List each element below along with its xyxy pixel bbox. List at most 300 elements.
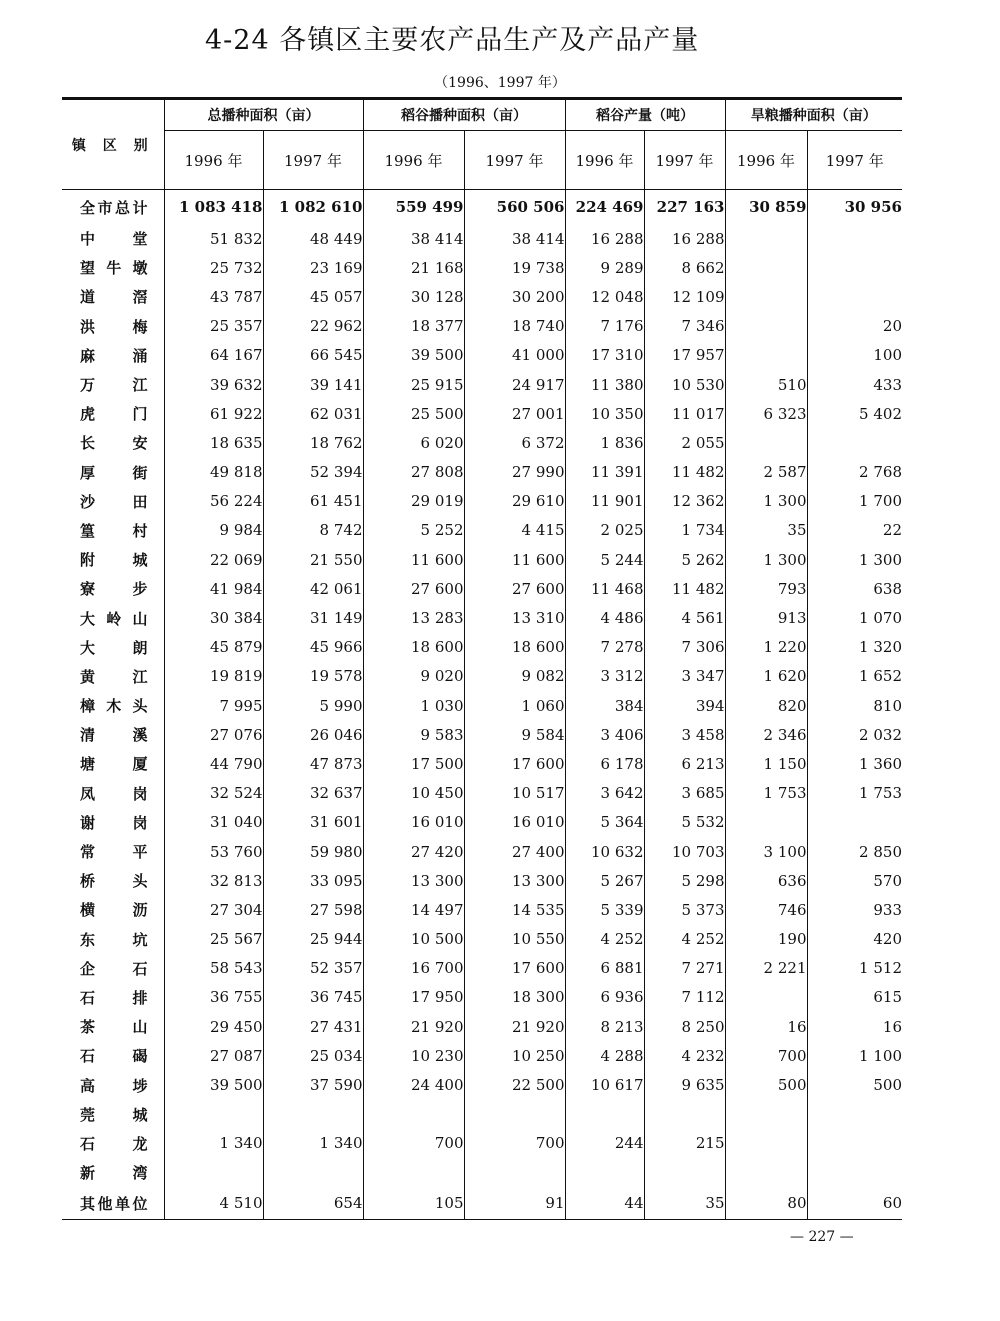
value-cell: 43 787 [164, 282, 263, 311]
value-cell: 9 635 [644, 1070, 725, 1099]
value-cell: 2 221 [725, 954, 807, 983]
table-body [62, 190, 902, 1220]
town-name-cell: 万江 [62, 370, 164, 399]
value-cell: 38 414 [464, 224, 565, 253]
table-row [62, 1129, 902, 1158]
town-name-cell: 石龙 [62, 1129, 164, 1158]
value-cell: 9 082 [464, 662, 565, 691]
value-cell [363, 1158, 464, 1187]
table-row [62, 603, 902, 632]
value-cell: 38 414 [363, 224, 464, 253]
value-cell: 510 [725, 370, 807, 399]
value-cell: 35 [644, 1187, 725, 1220]
value-cell: 1 734 [644, 516, 725, 545]
value-cell: 66 545 [263, 341, 363, 370]
table-row [62, 925, 902, 954]
value-cell: 636 [725, 866, 807, 895]
table-row-total [62, 190, 902, 225]
value-cell: 224 469 [565, 190, 644, 225]
table-row [62, 633, 902, 662]
value-cell: 47 873 [263, 749, 363, 778]
value-cell: 6 372 [464, 428, 565, 457]
town-name-cell: 新湾 [62, 1158, 164, 1187]
value-cell: 394 [644, 691, 725, 720]
value-cell: 53 760 [164, 837, 263, 866]
value-cell: 21 550 [263, 545, 363, 574]
town-name-cell: 凤岗 [62, 779, 164, 808]
value-cell: 21 920 [464, 1012, 565, 1041]
value-cell: 29 610 [464, 487, 565, 516]
town-name-cell: 东坑 [62, 925, 164, 954]
value-cell: 1 300 [725, 487, 807, 516]
year-header: 1997 年 [825, 151, 884, 170]
value-cell: 18 635 [164, 428, 263, 457]
value-cell: 25 357 [164, 312, 263, 341]
value-cell: 16 010 [464, 808, 565, 837]
value-cell: 420 [873, 930, 902, 949]
table-row [62, 662, 902, 691]
value-cell: 105 [363, 1187, 464, 1220]
value-cell: 23 169 [263, 253, 363, 282]
town-name-cell: 厚街 [62, 458, 164, 487]
value-cell [464, 1158, 565, 1187]
value-cell: 190 [725, 925, 807, 954]
value-cell [807, 282, 902, 311]
value-cell [263, 1100, 363, 1129]
value-cell: 1 082 610 [263, 190, 363, 225]
value-cell [565, 1100, 644, 1129]
value-cell: 18 600 [464, 633, 565, 662]
value-cell: 810 [873, 696, 902, 715]
value-cell: 10 617 [565, 1070, 644, 1099]
town-name-cell: 沙田 [62, 487, 164, 516]
value-cell: 6 020 [363, 428, 464, 457]
value-cell: 22 [882, 521, 902, 540]
value-cell: 18 740 [464, 312, 565, 341]
year-header: 1997 年 [644, 131, 725, 190]
value-cell [725, 808, 807, 837]
value-cell [263, 1158, 363, 1187]
value-cell: 8 250 [644, 1012, 725, 1041]
value-cell: 3 406 [565, 720, 644, 749]
table-row [62, 837, 902, 866]
value-cell: 10 703 [644, 837, 725, 866]
value-cell: 1 512 [859, 959, 902, 978]
town-name-cell: 中堂 [62, 224, 164, 253]
value-cell: 39 141 [263, 370, 363, 399]
value-cell: 6 936 [565, 983, 644, 1012]
value-cell: 5 339 [565, 895, 644, 924]
value-cell: 500 [725, 1070, 807, 1099]
value-cell: 56 224 [164, 487, 263, 516]
value-cell: 700 [464, 1129, 565, 1158]
value-cell: 1 150 [725, 749, 807, 778]
value-cell: 1 070 [859, 609, 902, 628]
value-cell: 45 879 [164, 633, 263, 662]
value-cell: 16 [882, 1017, 902, 1036]
value-cell: 11 600 [464, 545, 565, 574]
town-name-cell: 全市总计 [62, 190, 164, 225]
value-cell: 3 458 [644, 720, 725, 749]
value-cell: 30 956 [844, 198, 902, 216]
value-cell: 48 449 [263, 224, 363, 253]
value-cell: 570 [873, 871, 902, 890]
value-cell: 3 100 [725, 837, 807, 866]
value-cell: 6 881 [565, 954, 644, 983]
value-cell: 35 [725, 516, 807, 545]
table-row [62, 487, 902, 516]
value-cell: 27 076 [164, 720, 263, 749]
value-cell: 11 017 [644, 399, 725, 428]
value-cell: 31 149 [263, 603, 363, 632]
value-cell [807, 253, 902, 282]
table-row [62, 1187, 902, 1220]
value-cell: 227 163 [644, 190, 725, 225]
table-row [62, 691, 902, 720]
value-cell: 16 700 [363, 954, 464, 983]
value-cell [725, 224, 807, 253]
value-cell: 10 517 [464, 779, 565, 808]
value-cell [807, 1100, 902, 1129]
value-cell: 13 300 [464, 866, 565, 895]
value-cell: 11 600 [363, 545, 464, 574]
value-cell [807, 1129, 902, 1158]
value-cell: 615 [873, 988, 902, 1007]
value-cell: 559 499 [363, 190, 464, 225]
value-cell [464, 1100, 565, 1129]
value-cell: 11 380 [565, 370, 644, 399]
town-name-cell: 清溪 [62, 720, 164, 749]
value-cell: 64 167 [164, 341, 263, 370]
value-cell: 18 600 [363, 633, 464, 662]
value-cell: 22 069 [164, 545, 263, 574]
value-cell: 45 966 [263, 633, 363, 662]
table-row [62, 808, 902, 837]
value-cell: 500 [873, 1076, 902, 1095]
value-cell: 384 [565, 691, 644, 720]
table-row [62, 458, 902, 487]
value-cell: 17 950 [363, 983, 464, 1012]
value-cell: 58 543 [164, 954, 263, 983]
value-cell: 3 347 [644, 662, 725, 691]
value-cell [644, 1100, 725, 1129]
value-cell: 1 300 [859, 550, 902, 569]
value-cell: 1 620 [725, 662, 807, 691]
value-cell: 746 [725, 895, 807, 924]
group-header-rice-area: 稻谷播种面积（亩） [363, 99, 565, 131]
town-name-cell: 石碣 [62, 1041, 164, 1070]
value-cell: 37 590 [263, 1070, 363, 1099]
table-row [62, 341, 902, 370]
value-cell: 244 [565, 1129, 644, 1158]
town-name-cell: 寮步 [62, 574, 164, 603]
value-cell: 4 232 [644, 1041, 725, 1070]
value-cell: 700 [363, 1129, 464, 1158]
value-cell: 30 128 [363, 282, 464, 311]
value-cell: 29 019 [363, 487, 464, 516]
town-name-cell: 塘厦 [62, 749, 164, 778]
town-name-cell: 樟木头 [62, 691, 164, 720]
value-cell: 8 742 [263, 516, 363, 545]
town-name-cell: 横沥 [62, 895, 164, 924]
town-name-cell: 谢岗 [62, 808, 164, 837]
value-cell: 2 025 [565, 516, 644, 545]
value-cell: 9 584 [464, 720, 565, 749]
value-cell: 1 030 [363, 691, 464, 720]
town-name-cell: 高埗 [62, 1070, 164, 1099]
value-cell: 30 859 [725, 190, 807, 225]
value-cell: 14 535 [464, 895, 565, 924]
value-cell: 638 [873, 579, 902, 598]
value-cell: 16 [725, 1012, 807, 1041]
value-cell: 8 662 [644, 253, 725, 282]
value-cell: 22 962 [263, 312, 363, 341]
value-cell: 16 288 [644, 224, 725, 253]
value-cell: 19 819 [164, 662, 263, 691]
value-cell: 5 252 [363, 516, 464, 545]
table-row [62, 1100, 902, 1129]
value-cell: 25 567 [164, 925, 263, 954]
value-cell: 14 497 [363, 895, 464, 924]
value-cell: 5 262 [644, 545, 725, 574]
value-cell: 49 818 [164, 458, 263, 487]
value-cell: 30 200 [464, 282, 565, 311]
value-cell: 27 808 [363, 458, 464, 487]
value-cell: 1 753 [859, 784, 902, 803]
value-cell: 10 632 [565, 837, 644, 866]
value-cell: 17 310 [565, 341, 644, 370]
group-header-rice-output: 稻谷产量（吨） [565, 99, 725, 131]
value-cell: 21 920 [363, 1012, 464, 1041]
value-cell: 16 010 [363, 808, 464, 837]
page-title: 4-24 各镇区主要农产品生产及产品产量 [205, 25, 700, 56]
value-cell: 2 587 [725, 458, 807, 487]
value-cell [725, 253, 807, 282]
value-cell: 5 373 [644, 895, 725, 924]
page-subtitle: （1996、1997 年） [434, 75, 566, 91]
value-cell: 7 271 [644, 954, 725, 983]
value-cell: 5 298 [644, 866, 725, 895]
group-header-dry-grain-area: 旱粮播种面积（亩） [725, 99, 902, 131]
value-cell: 4 486 [565, 603, 644, 632]
value-cell [725, 1158, 807, 1187]
table-row [62, 399, 902, 428]
value-cell [363, 1100, 464, 1129]
value-cell: 27 304 [164, 895, 263, 924]
town-name-cell: 莞城 [62, 1100, 164, 1129]
value-cell: 1 100 [859, 1046, 902, 1065]
value-cell: 39 500 [164, 1070, 263, 1099]
value-cell: 52 394 [263, 458, 363, 487]
value-cell: 700 [725, 1041, 807, 1070]
value-cell [725, 341, 807, 370]
year-header: 1997 年 [464, 131, 565, 190]
value-cell: 2 032 [859, 725, 902, 744]
value-cell: 9 289 [565, 253, 644, 282]
value-cell: 820 [725, 691, 807, 720]
value-cell: 10 550 [464, 925, 565, 954]
value-cell: 27 431 [263, 1012, 363, 1041]
value-cell: 30 384 [164, 603, 263, 632]
value-cell: 12 362 [644, 487, 725, 516]
town-name-cell: 石排 [62, 983, 164, 1012]
value-cell: 10 500 [363, 925, 464, 954]
value-cell: 32 813 [164, 866, 263, 895]
town-name-cell: 道滘 [62, 282, 164, 311]
value-cell: 793 [725, 574, 807, 603]
value-cell: 60 [807, 1187, 902, 1220]
value-cell: 31 040 [164, 808, 263, 837]
value-cell: 42 061 [263, 574, 363, 603]
value-cell: 13 283 [363, 603, 464, 632]
value-cell: 2 055 [644, 428, 725, 457]
table-row [62, 779, 902, 808]
value-cell: 41 984 [164, 574, 263, 603]
value-cell: 25 915 [363, 370, 464, 399]
town-name-cell: 长安 [62, 428, 164, 457]
value-cell: 21 168 [363, 253, 464, 282]
value-cell: 5 244 [565, 545, 644, 574]
table-row [62, 428, 902, 457]
value-cell: 41 000 [464, 341, 565, 370]
value-cell: 3 642 [565, 779, 644, 808]
value-cell: 27 420 [363, 837, 464, 866]
table-row [62, 895, 902, 924]
value-cell: 17 600 [464, 749, 565, 778]
table-row [62, 866, 902, 895]
year-header: 1996 年 [725, 131, 807, 190]
value-cell: 5 990 [263, 691, 363, 720]
town-name-cell: 麻涌 [62, 341, 164, 370]
value-cell: 933 [873, 900, 902, 919]
value-cell: 18 377 [363, 312, 464, 341]
row-label-header: 镇 区 别 [62, 99, 164, 190]
value-cell [164, 1100, 263, 1129]
value-cell: 10 450 [363, 779, 464, 808]
value-cell [807, 1158, 902, 1187]
value-cell: 7 306 [644, 633, 725, 662]
value-cell: 25 034 [263, 1041, 363, 1070]
value-cell: 10 230 [363, 1041, 464, 1070]
value-cell: 3 685 [644, 779, 725, 808]
value-cell: 13 300 [363, 866, 464, 895]
value-cell: 6 213 [644, 749, 725, 778]
year-header: 1997 年 [263, 131, 363, 190]
value-cell: 26 046 [263, 720, 363, 749]
table-row [62, 1158, 902, 1187]
value-cell: 39 500 [363, 341, 464, 370]
value-cell: 33 095 [263, 866, 363, 895]
value-cell: 1 300 [725, 545, 807, 574]
value-cell [725, 1100, 807, 1129]
value-cell: 45 057 [263, 282, 363, 311]
value-cell [807, 224, 902, 253]
value-cell: 27 001 [464, 399, 565, 428]
statistics-table [62, 97, 902, 1220]
value-cell [565, 1158, 644, 1187]
value-cell [807, 428, 902, 457]
table-row [62, 1041, 902, 1070]
value-cell: 4 288 [565, 1041, 644, 1070]
town-name-cell: 企石 [62, 954, 164, 983]
value-cell: 18 762 [263, 428, 363, 457]
value-cell: 32 524 [164, 779, 263, 808]
value-cell: 32 637 [263, 779, 363, 808]
value-cell: 2 768 [859, 463, 902, 482]
value-cell: 6 323 [725, 399, 807, 428]
value-cell: 19 578 [263, 662, 363, 691]
value-cell: 1 220 [725, 633, 807, 662]
value-cell: 19 738 [464, 253, 565, 282]
table-row [62, 720, 902, 749]
value-cell [725, 312, 807, 341]
value-cell: 24 917 [464, 370, 565, 399]
year-header: 1996 年 [363, 131, 464, 190]
value-cell: 4 252 [644, 925, 725, 954]
value-cell: 7 278 [565, 633, 644, 662]
town-name-cell: 附城 [62, 545, 164, 574]
value-cell: 7 346 [644, 312, 725, 341]
table-row [62, 516, 902, 545]
table-row [62, 545, 902, 574]
value-cell: 80 [725, 1187, 807, 1220]
value-cell: 5 532 [644, 808, 725, 837]
table-row [62, 1070, 902, 1099]
town-name-cell: 茶山 [62, 1012, 164, 1041]
value-cell: 27 600 [363, 574, 464, 603]
value-cell: 24 400 [363, 1070, 464, 1099]
value-cell: 1 836 [565, 428, 644, 457]
value-cell: 44 [565, 1187, 644, 1220]
value-cell: 10 350 [565, 399, 644, 428]
value-cell [725, 428, 807, 457]
table-row [62, 282, 902, 311]
table-row [62, 312, 902, 341]
value-cell: 11 482 [644, 458, 725, 487]
value-cell: 44 790 [164, 749, 263, 778]
value-cell: 1 320 [859, 638, 902, 657]
value-cell: 5 267 [565, 866, 644, 895]
value-cell: 22 500 [464, 1070, 565, 1099]
value-cell: 17 957 [644, 341, 725, 370]
value-cell: 39 632 [164, 370, 263, 399]
town-name-cell: 桥头 [62, 866, 164, 895]
value-cell [725, 1129, 807, 1158]
value-cell: 560 506 [464, 190, 565, 225]
value-cell: 11 482 [644, 574, 725, 603]
value-cell: 7 995 [164, 691, 263, 720]
town-name-cell: 大朗 [62, 633, 164, 662]
value-cell: 1 060 [464, 691, 565, 720]
value-cell: 2 346 [725, 720, 807, 749]
value-cell: 25 732 [164, 253, 263, 282]
value-cell: 27 400 [464, 837, 565, 866]
value-cell: 12 109 [644, 282, 725, 311]
value-cell: 11 391 [565, 458, 644, 487]
town-name-cell: 黄江 [62, 662, 164, 691]
value-cell: 433 [873, 375, 902, 394]
value-cell [644, 1158, 725, 1187]
value-cell: 16 288 [565, 224, 644, 253]
table-row [62, 370, 902, 399]
value-cell: 52 357 [263, 954, 363, 983]
value-cell: 7 176 [565, 312, 644, 341]
value-cell [725, 983, 807, 1012]
table-row [62, 574, 902, 603]
town-name-cell: 常平 [62, 837, 164, 866]
value-cell: 36 745 [263, 983, 363, 1012]
year-header: 1996 年 [164, 131, 263, 190]
